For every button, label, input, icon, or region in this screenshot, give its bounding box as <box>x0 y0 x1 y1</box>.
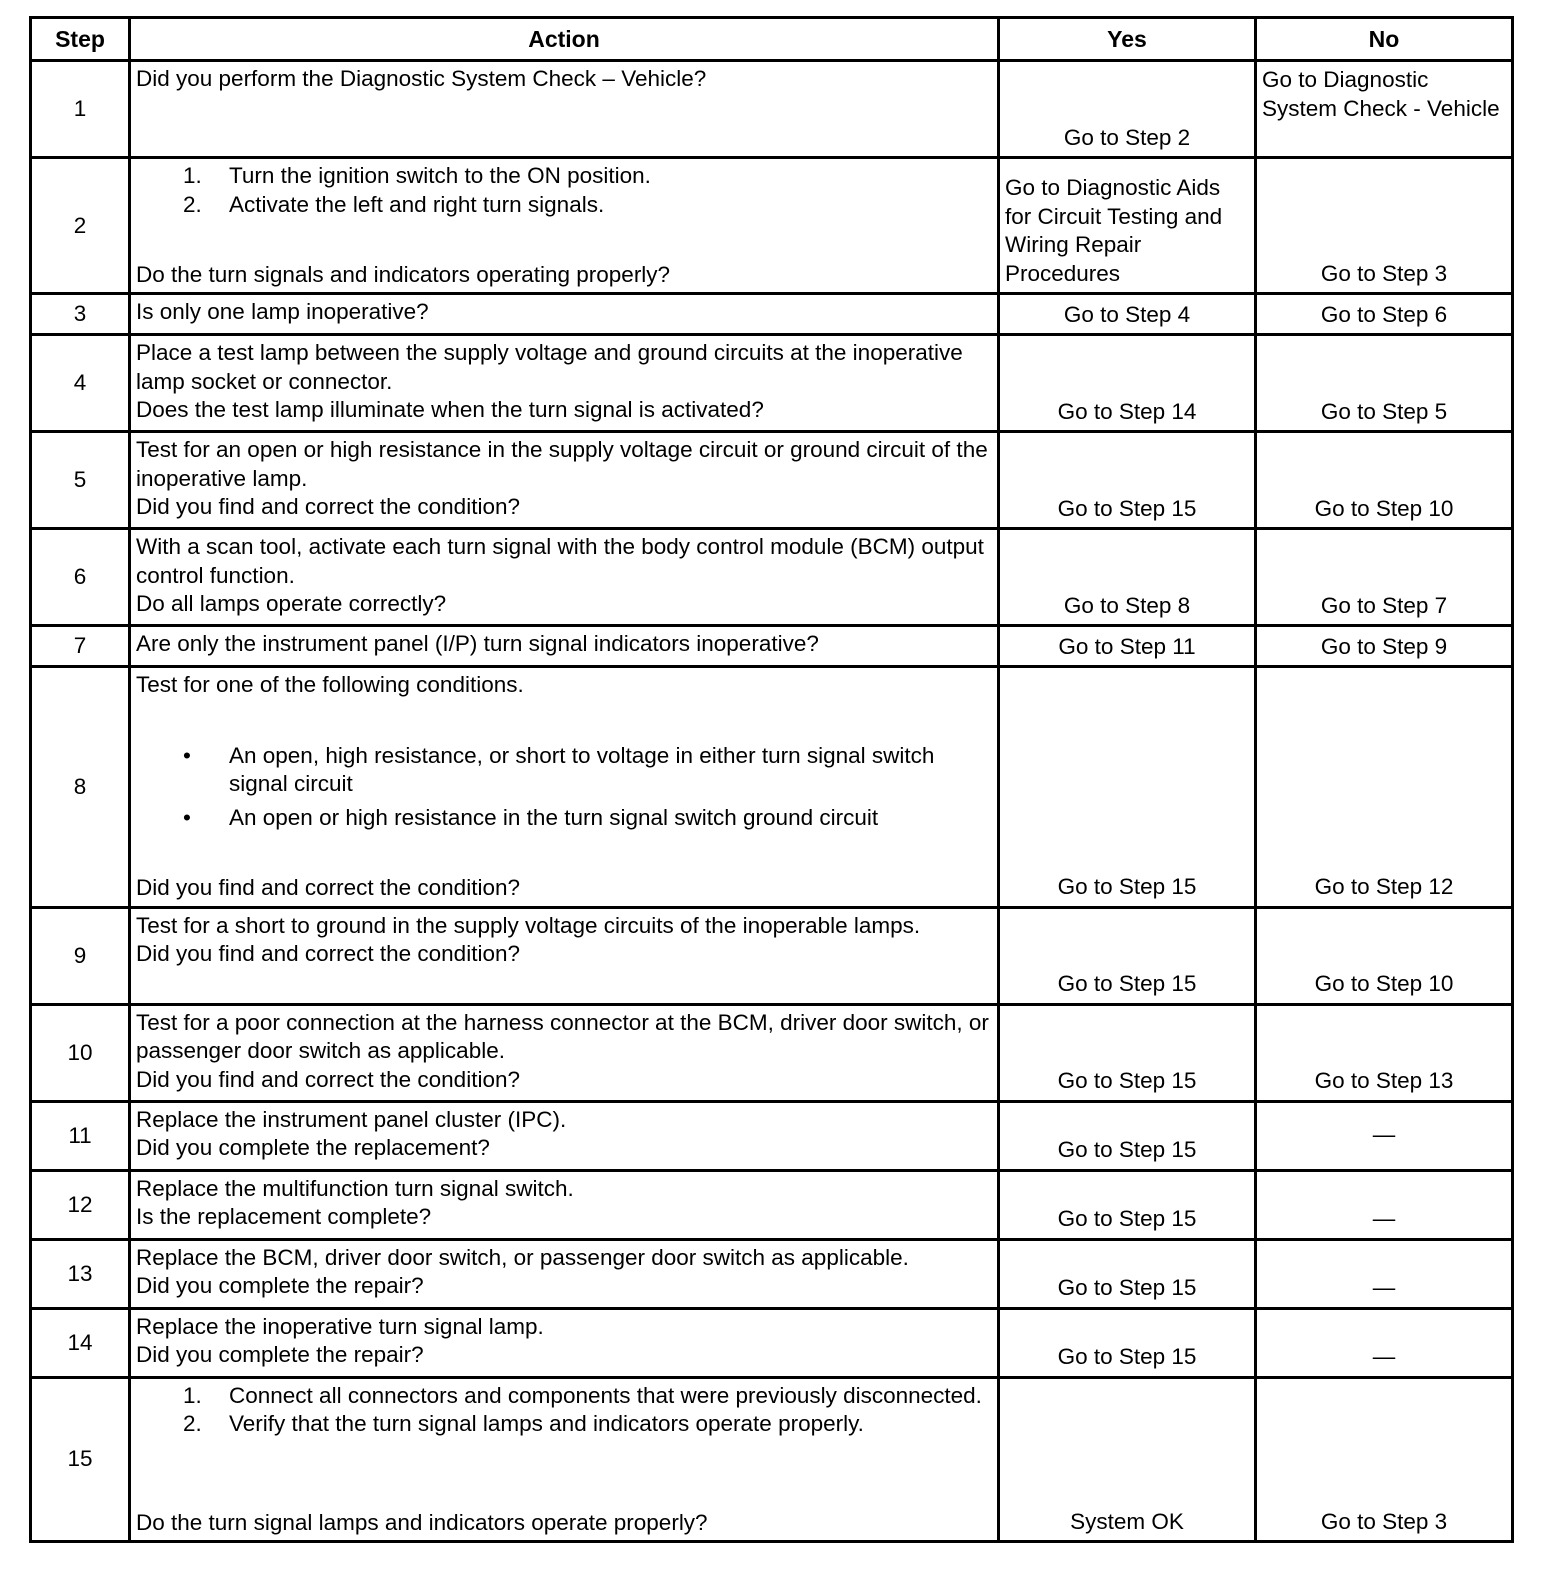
action-cell <box>130 529 999 626</box>
table-row <box>31 1170 1513 1239</box>
action-header: Action <box>130 18 999 61</box>
yes-cell: Go to Diagnostic Aids for Circuit Testing and Wiring Repair Procedures <box>999 158 1256 294</box>
table-row <box>31 907 1513 1004</box>
action-text: Test for one of the following conditions. <box>136 672 524 698</box>
table-row <box>31 1377 1513 1541</box>
bullet-list <box>136 742 991 833</box>
action-cell <box>130 335 999 432</box>
no-cell: Go to Step 3 <box>1256 158 1513 294</box>
yes-cell: Go to Step 15 <box>999 1170 1256 1239</box>
no-cell: Go to Step 13 <box>1256 1004 1513 1101</box>
action-cell <box>130 667 999 907</box>
table-row <box>31 335 1513 432</box>
list-item: • An open or high resistance in the turn signal switch ground circuit <box>136 804 991 833</box>
list-item: 1. Connect all connectors and components that were previously disconnected. <box>183 1382 982 1408</box>
no-cell: — <box>1256 1170 1513 1239</box>
action-cell <box>130 1308 999 1377</box>
action-question: Are only the instrument panel (I/P) turn signal indicators inoperative? <box>136 631 819 657</box>
table-row <box>31 1308 1513 1377</box>
action-text: Test for a short to ground in the supply voltage circuits of the inoperable lamps. <box>136 912 921 938</box>
table-row <box>31 529 1513 626</box>
diagnostic-table <box>29 16 1514 1543</box>
yes-cell: Go to Step 15 <box>999 667 1256 907</box>
action-text: Replace the inoperative turn signal lamp. <box>136 1313 544 1339</box>
yes-cell: Go to Step 15 <box>999 907 1256 1004</box>
bullet-icon: • <box>183 804 191 830</box>
action-question: Do the turn signal lamps and indicators operate properly? <box>136 1509 708 1535</box>
yes-cell: Go to Step 2 <box>999 61 1256 158</box>
action-question: Do the turn signals and indicators operating properly? <box>136 261 671 287</box>
action-question: Is the replacement complete? <box>136 1204 432 1230</box>
step-number: 9 <box>31 907 130 1004</box>
action-question: Does the test lamp illuminate when the turn signal is activated? <box>136 397 764 423</box>
action-question: Did you complete the replacement? <box>136 1135 490 1161</box>
bullet-icon: • <box>183 742 191 768</box>
yes-header: Yes <box>999 18 1256 61</box>
action-question: Did you complete the repair? <box>136 1273 424 1299</box>
step-number: 14 <box>31 1308 130 1377</box>
step-number: 13 <box>31 1239 130 1308</box>
yes-cell: Go to Step 14 <box>999 335 1256 432</box>
action-cell <box>130 1170 999 1239</box>
no-cell: — <box>1256 1308 1513 1377</box>
action-text: Test for a poor connection at the harness connector at the BCM, driver door switch, or passenger door switch as applicable. <box>136 1009 989 1064</box>
action-cell <box>130 907 999 1004</box>
action-text: With a scan tool, activate each turn signal with the body control module (BCM) output control function. <box>136 534 984 588</box>
table-row <box>31 432 1513 529</box>
table-row <box>31 158 1513 294</box>
table-row <box>31 61 1513 158</box>
step-header: Step <box>31 18 130 61</box>
list-item: • An open, high resistance, or short to voltage in either turn signal switch signal circuit <box>136 742 991 799</box>
action-question: Is only one lamp inoperative? <box>136 299 429 325</box>
no-cell: Go to Step 5 <box>1256 335 1513 432</box>
table-row <box>31 1239 1513 1308</box>
step-number: 5 <box>31 432 130 529</box>
table-row <box>31 667 1513 907</box>
no-cell: — <box>1256 1101 1513 1170</box>
action-cell <box>130 158 999 294</box>
action-text: Replace the multifunction turn signal switch. <box>136 1175 574 1201</box>
step-number: 7 <box>31 626 130 667</box>
no-cell: Go to Step 3 <box>1256 1377 1513 1541</box>
table-row <box>31 626 1513 667</box>
step-number: 3 <box>31 294 130 335</box>
action-cell <box>130 1004 999 1101</box>
step-number: 2 <box>31 158 130 294</box>
action-question: Did you find and correct the condition? <box>136 1066 520 1092</box>
action-text: Place a test lamp between the supply voltage and ground circuits at the inoperative lamp socket or connector. <box>136 340 963 394</box>
yes-cell: Go to Step 11 <box>999 626 1256 667</box>
step-number: 11 <box>31 1101 130 1170</box>
no-cell: Go to Step 6 <box>1256 294 1513 335</box>
step-number: 6 <box>31 529 130 626</box>
step-number: 1 <box>31 61 130 158</box>
action-question: Did you complete the repair? <box>136 1342 424 1368</box>
yes-cell: Go to Step 15 <box>999 432 1256 529</box>
header-row <box>31 18 1513 61</box>
action-text: Replace the BCM, driver door switch, or passenger door switch as applicable. <box>136 1244 909 1270</box>
action-cell <box>130 1377 999 1541</box>
step-number: 4 <box>31 335 130 432</box>
yes-cell: Go to Step 4 <box>999 294 1256 335</box>
no-cell: Go to Step 10 <box>1256 907 1513 1004</box>
table-row <box>31 1004 1513 1101</box>
action-question: Do all lamps operate correctly? <box>136 591 447 617</box>
action-cell <box>130 294 999 335</box>
table-row <box>31 1101 1513 1170</box>
list-item: 2. Activate the left and right turn signals. <box>183 191 605 217</box>
action-cell <box>130 432 999 529</box>
step-number: 15 <box>31 1377 130 1541</box>
action-question: Did you find and correct the condition? <box>136 494 520 520</box>
no-header: No <box>1256 18 1513 61</box>
list-item: 1. Turn the ignition switch to the ON position. <box>183 163 651 189</box>
action-text: Test for an open or high resistance in the supply voltage circuit or ground circuit of the inoperative lamp. <box>136 437 988 491</box>
yes-cell: Go to Step 15 <box>999 1239 1256 1308</box>
yes-cell: Go to Step 8 <box>999 529 1256 626</box>
action-cell <box>130 626 999 667</box>
table-row <box>31 294 1513 335</box>
action-question: Did you perform the Diagnostic System Check – Vehicle? <box>136 66 707 91</box>
step-number: 10 <box>31 1004 130 1101</box>
step-number: 8 <box>31 667 130 907</box>
no-cell: Go to Step 10 <box>1256 432 1513 529</box>
no-cell: Go to Step 7 <box>1256 529 1513 626</box>
action-question: Did you find and correct the condition? <box>136 875 520 901</box>
yes-cell: Go to Step 15 <box>999 1101 1256 1170</box>
step-number: 12 <box>31 1170 130 1239</box>
action-text: Replace the instrument panel cluster (IPC). <box>136 1106 567 1132</box>
list-item: 2. Verify that the turn signal lamps and indicators operate properly. <box>183 1411 864 1437</box>
yes-cell: System OK <box>999 1377 1256 1541</box>
action-cell <box>130 61 999 158</box>
yes-cell: Go to Step 15 <box>999 1004 1256 1101</box>
no-cell: — <box>1256 1239 1513 1308</box>
yes-cell: Go to Step 15 <box>999 1308 1256 1377</box>
no-cell: Go to Step 12 <box>1256 667 1513 907</box>
action-cell <box>130 1239 999 1308</box>
action-question: Did you find and correct the condition? <box>136 941 520 967</box>
no-cell: Go to Diagnostic System Check - Vehicle <box>1256 61 1513 158</box>
action-cell <box>130 1101 999 1170</box>
no-cell: Go to Step 9 <box>1256 626 1513 667</box>
